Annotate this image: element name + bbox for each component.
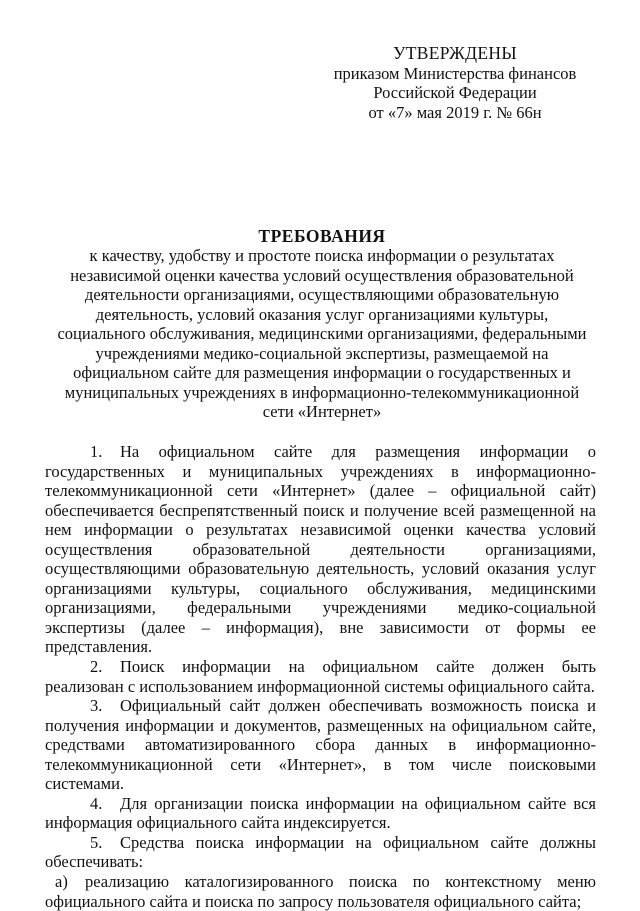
paragraph-number: 2. [90,657,103,677]
paragraph-5 [45,833,596,872]
paragraph-text: реализацию каталогизированного поиска по контекстному меню официального сайта и поиска по запросу пользователя официального сайта; [45,872,596,911]
approval-order-line: приказом Министерства финансов [333,63,577,83]
paragraph-number: 4. [90,793,103,813]
paragraph-text: Для организации поиска информации на официальном сайте вся информация официального сайта индексируется. [45,793,596,833]
paragraph-text: Официальный сайт должен обеспечивать возможность поиска и получения информации и документов, размещенных на официальном сайте, средствами автоматизированного сбора данных в информационно-телекоммуникационной сети «Интернет», в том числе поисковыми системами. [45,696,596,794]
paragraph-number: а) [55,872,68,892]
document-body [45,442,596,911]
paragraph-number: 5. [90,832,103,852]
paragraph-number: 1. [90,442,103,461]
subparagraph-a [45,872,596,911]
paragraph-number: 3. [90,696,103,716]
paragraph-2 [45,657,596,696]
paragraph-3 [45,696,596,794]
approval-block [320,44,590,122]
approval-date-line: от «7» мая 2019 г. № 66н [368,102,542,122]
document-title: ТРЕБОВАНИЯ [258,226,386,246]
document-heading [52,226,592,422]
document-subtitle: к качеству, удобству и простоте поиска информации о результатах независимой оценки качества условий осуществления образовательной деятельности организациями, осуществляющими образовательную деятельность, условий оказания услуг организациями культуры, социального обслуживания, медицинскими организациями, федеральными учреждениями медико-социальной экспертизы, размещаемой на официальном сайте для размещения информации о государственных и муниципальных учреждениях в информационно-телекоммуникационной сети «Интернет» [57,246,587,421]
paragraph-text: Средства поиска информации на официальном сайте должны обеспечивать: [45,832,596,872]
approval-heading: УТВЕРЖДЕНЫ [393,43,517,63]
paragraph-text: На официальном сайте для размещения информации о государственных и муниципальных учреждениях в информационно-телекоммуникационной сети «Интернет» (далее – официальной сайт) обеспечивается беспрепятственный поиск и получение всей размещенной на нем информации о результатах независимой оценки качества условий осуществления образовательной деятельности организациями, осуществляющими образовательную деятельность, условий оказания услуг организациями культуры, социального обслуживания, медицинскими организациями, федеральными учреждениями медико-социальной экспертизы (далее – информация), вне зависимости от формы ее представления. [45,442,596,657]
paragraph-1 [45,442,596,657]
paragraph-text: Поиск информации на официальном сайте должен быть реализован с использованием информационной системы официального сайта. [45,657,596,696]
approval-country-line: Российской Федерации [373,83,537,102]
paragraph-4 [45,794,596,833]
